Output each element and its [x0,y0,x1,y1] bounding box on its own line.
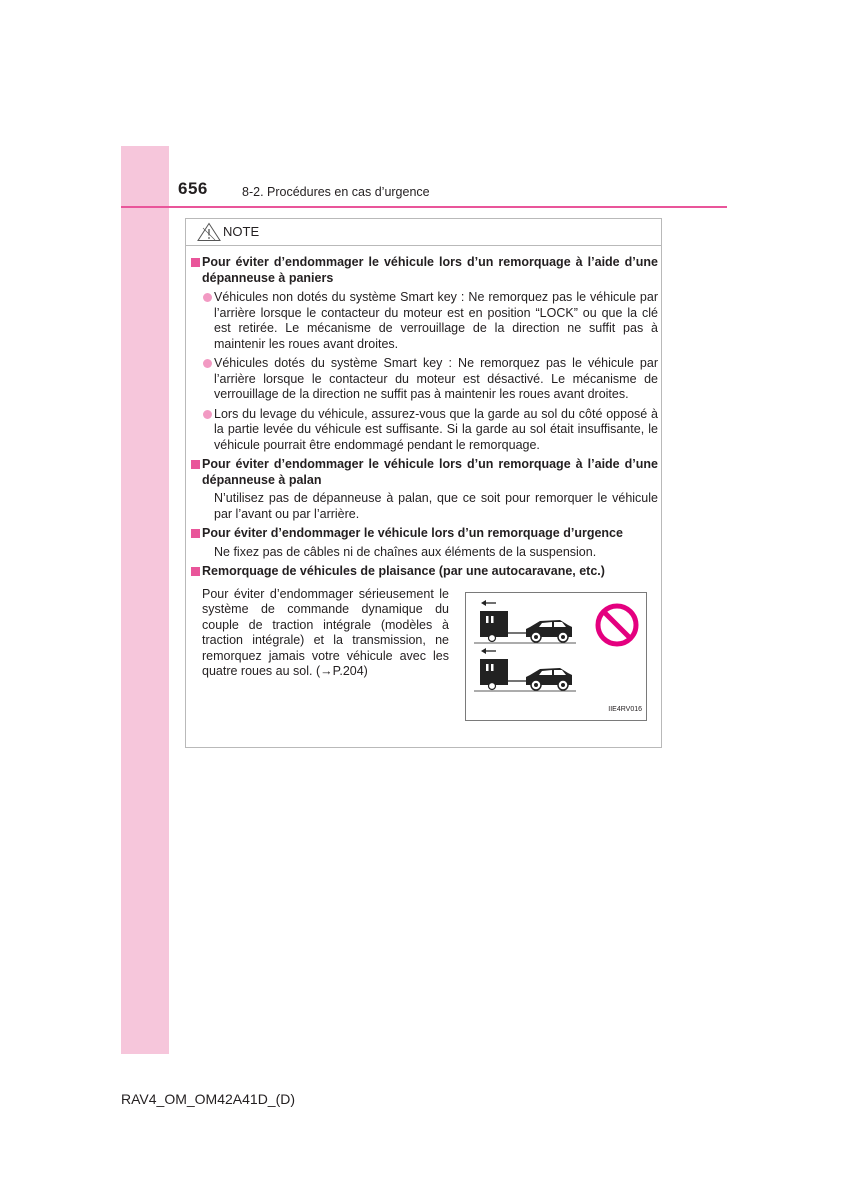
note-header [186,219,661,246]
page-number: 656 [178,179,208,198]
round-bullet-icon [203,293,212,302]
warning-triangle-icon [197,222,221,242]
car-icon [526,668,572,690]
section-heading: Pour éviter d’endommager le véhicule lors d’un remorquage d’urgence [202,526,623,540]
note-section [190,526,658,560]
note-section [190,564,658,580]
list-item-text: Véhicules non dotés du système Smart key : Ne remorquez pas le véhicule par l’arrière lorsque le contacteur du moteur est en position “LOCK” ou que la clé est retirée. Le mécanisme de verrouillage de la direction ne suffit pas à maintenir les roues avant droites. [214,290,658,351]
note-content [190,255,658,714]
round-bullet-icon [203,410,212,419]
illustration-code: IIE4RV016 [608,706,642,713]
section-heading: Remorquage de véhicules de plaisance (par une autocaravane, etc.) [202,564,605,578]
prohibited-icon [598,606,636,644]
note-box [185,218,662,748]
section-text: N’utilisez pas de dépanneuse à palan, que ce soit pour remorquer le véhicule par l’avant ou par l’arrière. [214,491,658,521]
towing-illustration [465,592,647,721]
section-title: 8-2. Procédures en cas d’urgence [242,185,430,199]
list-item [202,290,658,352]
motorhome-icon [480,600,508,642]
towing-diagram [466,593,646,720]
round-bullet-icon [203,359,212,368]
note-section [190,255,658,453]
car-icon [526,620,572,642]
section-heading: Pour éviter d’endommager le véhicule lors d’un remorquage à l’aide d’une dépanneuse à paniers [202,255,658,285]
list-item [202,356,658,403]
square-bullet-icon [191,567,200,576]
list-item [202,407,658,454]
list-item-text: Lors du levage du véhicule, assurez-vous que la garde au sol du côté opposé à la partie levée du véhicule est suffisante. Si la garde au sol était insuffisante, le véhicule pourrait être endommagé pendant le remorquage. [214,406,658,452]
note-section [190,457,658,522]
list-item-text: Véhicules dotés du système Smart key : Ne remorquez pas le véhicule par l’arrière lorsque le contacteur du moteur est désactivé. Le mécanisme de verrouillage de la direction ne suffit pas à maintenir les roues avant droites. [214,356,658,401]
section-text: Ne fixez pas de câbles ni de chaînes aux éléments de la suspension. [214,544,597,559]
square-bullet-icon [191,529,200,538]
square-bullet-icon [191,460,200,469]
side-tab-band [121,146,169,1054]
towing-section-body [190,584,658,714]
motorhome-icon [480,648,508,690]
note-label: NOTE [223,224,260,239]
header-rule [121,206,727,208]
footer-doc-code: RAV4_OM_OM42A41D_(D) [121,1091,296,1107]
section-text: Pour éviter d’endommager sérieusement le système de commande dynamique du couple de traction intégrale (modèles à traction intégrale) et la transmission, ne remorquez jamais votre véhicule avec les quatre roues au sol. (→P.204) [202,586,449,678]
square-bullet-icon [191,258,200,267]
section-heading: Pour éviter d’endommager le véhicule lors d’un remorquage à l’aide d’une dépanneuse à palan [202,457,658,487]
